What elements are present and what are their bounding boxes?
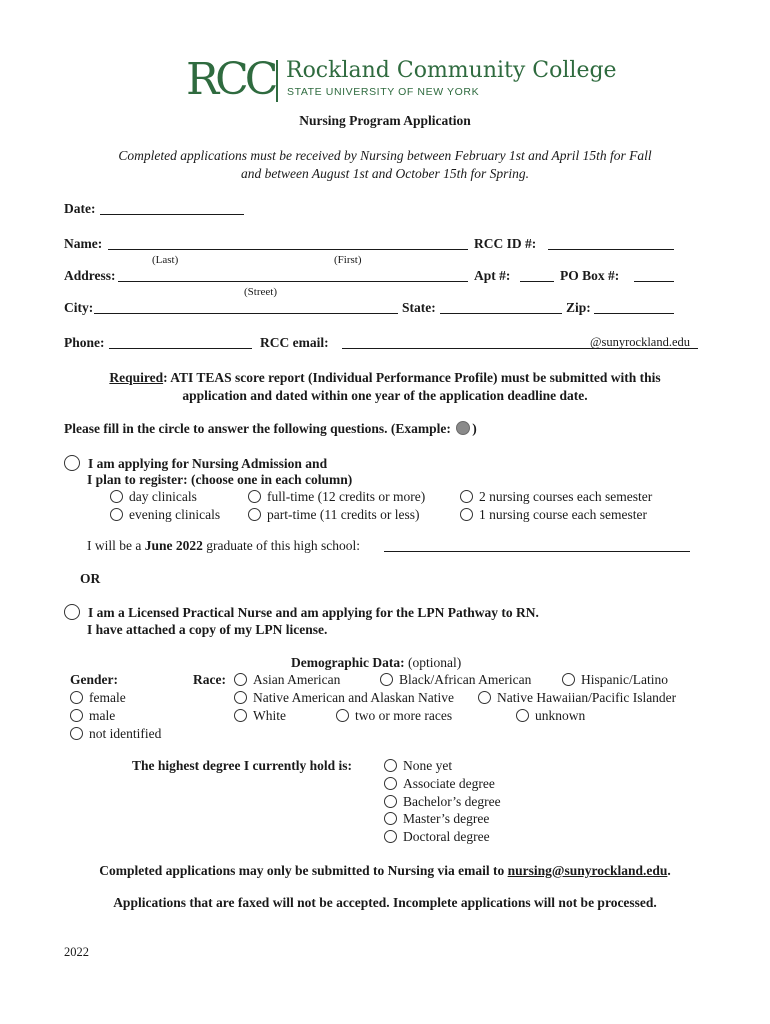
full-time-label: full-time (12 credits or more) [267, 489, 426, 504]
race-hispanic-radio[interactable] [562, 673, 575, 686]
state-label: State: [402, 300, 436, 315]
two-courses-label: 2 nursing courses each semester [479, 489, 653, 504]
race-white-label: White [253, 708, 286, 723]
demographic-title: Demographic Data: [291, 655, 405, 670]
deadline-line-2: and between August 1st and October 15th for Spring. [240, 166, 530, 181]
degree-associate-label: Associate degree [403, 776, 495, 791]
apt-field[interactable] [520, 281, 554, 282]
race-unknown-radio[interactable] [516, 709, 529, 722]
gender-not-identified-radio[interactable] [70, 727, 83, 740]
race-native-american-option [234, 690, 454, 706]
race-unknown-option [516, 708, 585, 724]
po-box-field[interactable] [634, 281, 674, 282]
gender-not-identified-label: not identified [89, 726, 162, 741]
race-native-american-label: Native American and Alaskan Native [253, 690, 454, 705]
degree-none-label: None yet [403, 758, 453, 773]
date-label: Date: [64, 201, 96, 216]
degree-none-radio[interactable] [384, 759, 397, 772]
nursing-admission-line-1: I am applying for Nursing Admission and [88, 456, 328, 471]
instructions-text: Please fill in the circle to answer the following questions. (Example: [64, 421, 455, 436]
phone-field[interactable] [109, 348, 252, 349]
city-label: City: [64, 300, 94, 315]
graduate-statement [87, 538, 360, 554]
race-hawaiian-label: Native Hawaiian/Pacific Islander [497, 690, 677, 705]
example-filled-circle-icon [456, 421, 470, 435]
race-asian-label: Asian American [253, 672, 341, 687]
degree-master-label: Master’s degree [403, 811, 490, 826]
submit-post: . [667, 863, 671, 878]
day-clinicals-label: day clinicals [129, 489, 197, 504]
degree-associate-radio[interactable] [384, 777, 397, 790]
race-label: Race: [193, 672, 226, 687]
nursing-admission-radio[interactable] [64, 455, 80, 471]
graduate-pre: I will be a [87, 538, 145, 553]
degree-master-radio[interactable] [384, 812, 397, 825]
lpn-option [64, 604, 539, 621]
po-box-label: PO Box #: [560, 268, 620, 283]
street-hint: (Street) [244, 286, 277, 298]
address-label: Address: [64, 268, 116, 283]
gender-female-option [70, 690, 126, 706]
full-time-radio[interactable] [248, 490, 261, 503]
college-name: Rockland Community College [286, 58, 617, 83]
one-course-option [460, 507, 647, 523]
rcc-id-label: RCC ID #: [474, 236, 537, 251]
city-field[interactable] [94, 313, 398, 314]
first-name-hint: (First) [334, 254, 362, 266]
race-native-american-radio[interactable] [234, 691, 247, 704]
footer-year: 2022 [64, 945, 89, 959]
two-courses-option [460, 489, 652, 505]
gender-not-identified-option [70, 726, 161, 742]
name-label: Name: [64, 236, 103, 251]
email-domain: @sunyrockland.edu [590, 335, 691, 349]
degree-none-option [384, 758, 452, 774]
college-subtitle: STATE UNIVERSITY OF NEW YORK [287, 86, 480, 98]
nursing-admission-option [64, 455, 327, 472]
race-two-more-radio[interactable] [336, 709, 349, 722]
race-black-radio[interactable] [380, 673, 393, 686]
race-black-option [380, 672, 531, 688]
degree-master-option [384, 811, 489, 827]
evening-clinicals-radio[interactable] [110, 508, 123, 521]
degree-label: The highest degree I currently hold is: [132, 758, 353, 773]
instructions-close: ) [472, 421, 477, 436]
graduate-post: graduate of this high school: [202, 538, 360, 553]
lpn-line-1: I am a Licensed Practical Nurse and am applying for the LPN Pathway to RN. [88, 605, 539, 620]
address-field[interactable] [118, 281, 468, 282]
nursing-email-link[interactable]: nursing@sunyrockland.edu [507, 863, 668, 878]
high-school-field[interactable] [384, 551, 690, 552]
demographic-optional: (optional) [407, 655, 462, 670]
zip-field[interactable] [594, 313, 674, 314]
full-time-option [248, 489, 425, 505]
race-hispanic-label: Hispanic/Latino [581, 672, 668, 687]
phone-label: Phone: [64, 335, 105, 350]
gender-female-radio[interactable] [70, 691, 83, 704]
degree-bachelor-radio[interactable] [384, 795, 397, 808]
degree-doctoral-option [384, 829, 490, 845]
race-white-option [234, 708, 286, 724]
evening-clinicals-option [110, 507, 220, 523]
race-black-label: Black/African American [399, 672, 532, 687]
required-label: Required [109, 370, 164, 385]
race-hawaiian-option [478, 690, 676, 706]
rcc-logo-mark: RCC [186, 54, 275, 105]
degree-bachelor-label: Bachelor’s degree [403, 794, 501, 809]
submit-instructions [0, 863, 770, 879]
zip-label: Zip: [566, 300, 591, 315]
deadline-line-1: Completed applications must be received by Nursing between February 1st and April 15th for Fall [118, 148, 652, 163]
race-two-more-label: two or more races [355, 708, 453, 723]
degree-doctoral-radio[interactable] [384, 830, 397, 843]
required-notice-line-1 [0, 370, 770, 386]
nursing-admission-line-2: I plan to register: (choose one in each column) [87, 472, 353, 487]
or-separator: OR [80, 571, 101, 586]
day-clinicals-radio[interactable] [110, 490, 123, 503]
rcc-email-label: RCC email: [260, 335, 329, 350]
gender-male-option [70, 708, 115, 724]
race-asian-option [234, 672, 340, 688]
graduate-year: June 2022 [144, 538, 203, 553]
instructions [64, 421, 477, 437]
race-two-more-option [336, 708, 452, 724]
two-courses-radio[interactable] [460, 490, 473, 503]
demographic-heading [291, 655, 461, 671]
date-field[interactable] [100, 214, 244, 215]
required-notice-line-2: application and dated within one year of the application deadline date. [182, 388, 588, 403]
last-name-hint: (Last) [152, 254, 179, 266]
name-field[interactable] [108, 249, 468, 250]
gender-male-label: male [89, 708, 116, 723]
race-hispanic-option [562, 672, 668, 688]
state-field[interactable] [440, 313, 562, 314]
one-course-label: 1 nursing course each semester [479, 507, 647, 522]
gender-male-radio[interactable] [70, 709, 83, 722]
part-time-option [248, 507, 419, 523]
degree-associate-option [384, 776, 495, 792]
fax-notice: Applications that are faxed will not be accepted. Incomplete applications will not be processed. [113, 895, 657, 910]
lpn-radio[interactable] [64, 604, 80, 620]
lpn-line-2: I have attached a copy of my LPN license. [87, 622, 328, 637]
one-course-radio[interactable] [460, 508, 473, 521]
race-unknown-label: unknown [535, 708, 586, 723]
race-asian-radio[interactable] [234, 673, 247, 686]
race-white-radio[interactable] [234, 709, 247, 722]
race-hawaiian-radio[interactable] [478, 691, 491, 704]
apt-label: Apt #: [474, 268, 511, 283]
logo-divider [276, 60, 278, 102]
degree-doctoral-label: Doctoral degree [403, 829, 490, 844]
day-clinicals-option [110, 489, 197, 505]
rcc-id-field[interactable] [548, 249, 674, 250]
degree-bachelor-option [384, 794, 501, 810]
gender-female-label: female [89, 690, 126, 705]
required-text-1: : ATI TEAS score report (Individual Performance Profile) must be submitted with this [163, 370, 661, 385]
gender-label: Gender: [70, 672, 118, 687]
page-title: Nursing Program Application [299, 113, 471, 128]
evening-clinicals-label: evening clinicals [129, 507, 221, 522]
part-time-label: part-time (11 credits or less) [267, 507, 420, 522]
submit-pre: Completed applications may only be submitted to Nursing via email to [99, 863, 508, 878]
part-time-radio[interactable] [248, 508, 261, 521]
